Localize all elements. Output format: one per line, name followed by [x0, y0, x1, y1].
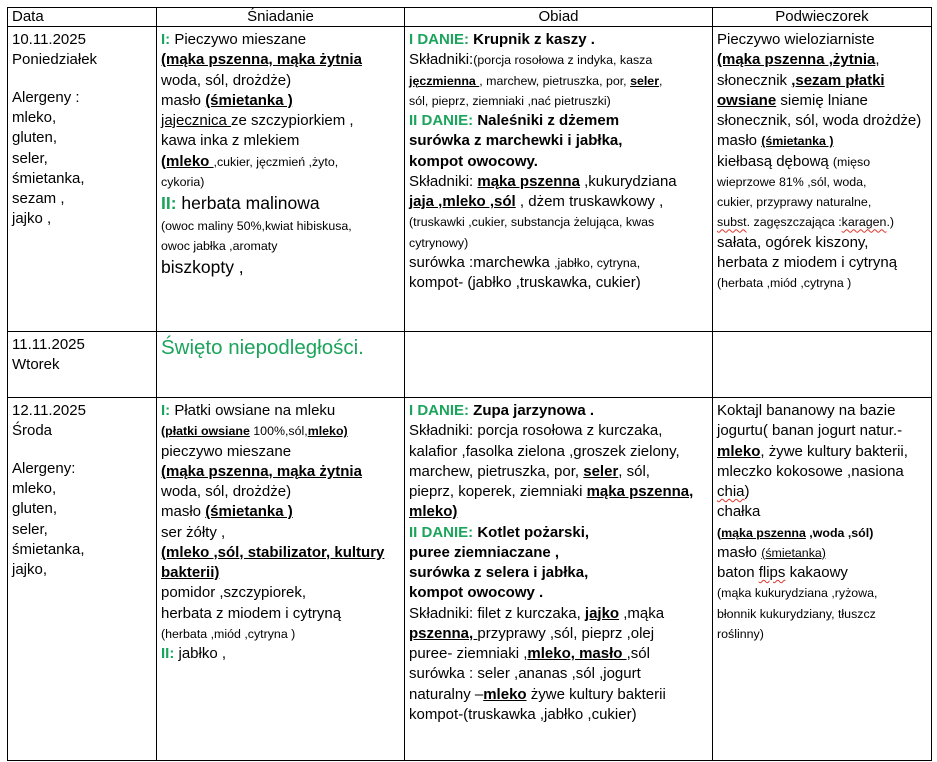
text-span: Pieczywo wieloziarniste — [717, 31, 875, 48]
text-span: słonecznik — [717, 71, 792, 89]
text-span: II: — [161, 193, 177, 213]
text-span: karagen — [841, 215, 887, 230]
text-span: Wtorek — [12, 356, 60, 374]
text-span: bakterii) — [161, 564, 220, 581]
text-line — [12, 459, 151, 479]
text-span: Krupnik z kaszy . — [469, 31, 595, 48]
text-span: masło — [717, 543, 762, 561]
text-span: przyprawy ,sól, pieprz ,olej — [477, 624, 655, 642]
cell-sniadanie — [157, 332, 405, 398]
text-span: mleko, masło — [527, 645, 627, 662]
text-span: pieprz, koperek, ziemniaki — [409, 483, 587, 500]
text-span: pieczywo mieszane — [161, 442, 292, 460]
text-span: jajko, — [12, 561, 48, 578]
text-line — [12, 169, 151, 189]
text-line — [717, 604, 926, 624]
text-span: seler — [583, 462, 619, 480]
text-span: mleko — [483, 685, 527, 703]
text-span: (śmietanka) — [761, 545, 826, 560]
text-span: biszkopty , — [161, 257, 244, 278]
text-span: I DANIE: — [409, 31, 469, 48]
text-span: pomidor ,szczypiorek, — [161, 584, 307, 602]
text-span: (mięso — [832, 154, 871, 169]
text-span: kompot-(truskawka ,jabłko ,cukier) — [409, 705, 637, 723]
text-span: ,kukurydziana — [579, 172, 677, 190]
text-line — [717, 152, 926, 172]
text-span: (mleko ,sól, stabilizator, kultury — [161, 543, 385, 561]
text-span: subst — [717, 215, 747, 230]
text-line — [717, 421, 926, 441]
text-line — [12, 108, 151, 128]
text-span: słonecznik, sól, woda drożdże) — [717, 112, 922, 129]
text-line — [409, 401, 707, 421]
text-line — [161, 401, 399, 421]
text-span: (mąka pszenna, mąka żytnia — [161, 51, 362, 69]
text-span: II: — [161, 645, 175, 662]
text-span: Pieczywo mieszane — [170, 31, 307, 48]
text-span: 11.11.2025 — [12, 336, 85, 353]
text-span: owoc jabłka ,aromaty — [161, 238, 278, 253]
text-span: ,sezam płatki — [791, 71, 885, 89]
text-span: sałata, ogórek kiszony, — [717, 233, 869, 251]
text-line — [717, 482, 926, 502]
text-span: mąka pszenna — [721, 525, 806, 540]
text-line — [409, 91, 707, 111]
text-span: (owoc maliny 50%,kwiat hibiskusa, — [161, 218, 352, 233]
text-span: cytrynowy) — [409, 235, 469, 250]
text-span: cykoria) — [161, 174, 205, 189]
text-line — [409, 563, 707, 583]
text-span: masło — [717, 132, 762, 150]
text-line — [409, 212, 707, 232]
text-span: ( — [161, 424, 166, 439]
text-span: gluten, — [12, 500, 58, 518]
text-span: chia — [717, 483, 745, 500]
menu-table — [7, 7, 932, 761]
text-span: 12.11.2025 — [12, 402, 86, 419]
cell-obiad — [405, 27, 713, 332]
text-line — [161, 111, 399, 131]
table-body — [8, 27, 932, 761]
text-span: Koktajl bananowy na bazie — [717, 402, 896, 419]
text-span: Alergeny: — [12, 459, 76, 477]
text-span: masło — [161, 91, 206, 109]
text-span: roślinny) — [717, 626, 764, 641]
text-span: flips — [758, 564, 786, 581]
text-span: Alergeny : — [12, 88, 80, 106]
text-line — [717, 523, 926, 543]
text-span: mleko) — [307, 424, 348, 439]
text-span: sezam , — [12, 190, 65, 207]
text-line — [161, 421, 399, 441]
text-span: naturalny – — [409, 685, 484, 703]
text-span: . zagęszczająca : — [746, 215, 842, 230]
cell-obiad — [405, 332, 713, 398]
column-header-podwieczorek: Podwieczorek — [713, 8, 932, 27]
text-line — [409, 604, 707, 624]
text-span: ( — [717, 525, 722, 540]
cell-data — [8, 27, 157, 332]
text-span: , sól, — [618, 462, 650, 480]
text-span: puree ziemniaczane , — [409, 543, 560, 561]
text-line — [12, 149, 151, 169]
text-line — [717, 462, 926, 482]
text-line — [409, 192, 707, 212]
text-span: pszenna, — [409, 624, 478, 642]
text-span: wieprzowe 81% ,sól, woda, — [717, 174, 867, 189]
text-line — [161, 502, 399, 522]
text-line — [717, 131, 926, 151]
text-span: seler, — [12, 520, 48, 538]
text-line — [161, 30, 399, 50]
text-line — [161, 256, 399, 280]
text-line — [161, 482, 399, 502]
text-line — [409, 705, 707, 725]
text-span: mleko, — [12, 109, 57, 126]
text-line — [12, 88, 151, 108]
text-line — [161, 523, 399, 543]
text-span: , — [875, 51, 880, 69]
text-span: jabłko , — [174, 645, 227, 662]
text-span: jaja ,mleko ,sól — [409, 193, 516, 210]
text-span: kiełbasą dębową — [717, 152, 833, 170]
text-span: Święto niepodległości. — [161, 336, 364, 359]
text-span: I: — [161, 402, 171, 419]
text-line — [409, 131, 707, 151]
text-span: 10.11.2025 — [12, 31, 86, 48]
text-line — [717, 50, 926, 70]
text-line — [12, 520, 151, 540]
text-line — [409, 172, 707, 192]
text-span: ) — [744, 483, 750, 500]
text-line — [12, 442, 151, 459]
text-span: surówka :marchewka — [409, 253, 555, 271]
text-line — [12, 71, 151, 88]
text-span: śmietanka, — [12, 169, 85, 187]
text-span: kalafior ,fasolka zielona ,groszek zielony, — [409, 442, 680, 460]
text-span: I: — [161, 31, 171, 48]
text-span: cukier, przyprawy naturalne, — [717, 195, 872, 209]
text-line — [161, 71, 399, 91]
text-span: chałka — [717, 503, 761, 521]
text-line — [12, 421, 151, 441]
text-span: mleczko kokosowe ,nasiona — [717, 462, 904, 480]
table-row — [8, 332, 932, 398]
text-span: żywe kultury bakterii — [526, 685, 666, 703]
text-line — [717, 212, 926, 232]
text-span: Poniedziałek — [12, 51, 98, 69]
text-line — [717, 502, 926, 522]
text-span: , żywe kultury bakterii, — [760, 442, 908, 460]
text-line — [717, 543, 926, 563]
text-line — [717, 624, 926, 644]
text-span: mleko, — [12, 480, 57, 497]
text-line — [12, 30, 151, 50]
text-line — [717, 192, 926, 212]
text-span: , marchew, pietruszka, por, — [479, 73, 631, 88]
text-line — [717, 172, 926, 192]
text-line — [717, 563, 926, 583]
text-span: herbata z miodem i cytryną — [717, 253, 898, 271]
text-span: jajko , — [12, 210, 52, 228]
cell-podwieczorek — [713, 27, 932, 332]
text-span: (porcja rosołowa z indyka, kasza — [473, 53, 653, 68]
text-span: (mleko — [161, 152, 214, 170]
text-line — [717, 30, 926, 50]
text-span: II DANIE: — [409, 523, 474, 541]
text-line — [409, 523, 707, 543]
text-line — [717, 91, 926, 111]
text-span: (śmietanka ) — [205, 91, 293, 109]
text-line — [409, 624, 707, 644]
text-span: mleko) — [409, 503, 458, 521]
text-span: , dżem truskawkowy , — [515, 193, 664, 210]
text-span: surówka : seler ,ananas ,sól ,jogurt — [409, 665, 641, 683]
text-span: ze szczypiorkiem , — [231, 112, 354, 129]
text-line — [161, 50, 399, 70]
cell-sniadanie — [157, 398, 405, 761]
text-span: (śmietanka ) — [205, 503, 293, 521]
text-span: mleko — [717, 442, 761, 460]
text-line — [409, 482, 707, 502]
text-line — [409, 50, 707, 70]
text-span: Kotlet pożarski, — [473, 523, 590, 541]
text-line — [409, 273, 707, 293]
text-span: baton — [717, 564, 759, 581]
text-line — [12, 499, 151, 519]
text-span: (mąka kukurydziana ,ryżowa, — [717, 586, 878, 601]
text-line — [12, 189, 151, 209]
text-line — [161, 91, 399, 111]
text-span: kompot- (jabłko ,truskawka, cukier) — [409, 274, 641, 291]
text-line — [717, 253, 926, 273]
text-line — [161, 192, 399, 216]
cell-data — [8, 332, 157, 398]
text-span: Składniki: — [409, 172, 478, 190]
cell-sniadanie — [157, 27, 405, 332]
text-line — [717, 273, 926, 293]
text-line — [409, 543, 707, 563]
text-span: błonnik kukurydziany, tłuszcz — [717, 606, 876, 621]
text-line — [161, 624, 399, 644]
text-line — [409, 644, 707, 664]
text-line — [161, 131, 399, 151]
cell-podwieczorek — [713, 332, 932, 398]
text-line — [161, 172, 399, 192]
text-span: surówka z selera i jabłka, — [409, 564, 589, 581]
text-span: jajko — [584, 604, 620, 622]
text-line — [12, 335, 151, 355]
text-span: seler — [630, 73, 660, 88]
text-line — [409, 664, 707, 684]
text-span: Składniki: — [409, 51, 474, 69]
text-line — [717, 111, 926, 131]
text-span: płatki owsiane — [165, 424, 250, 439]
text-span: I DANIE: — [409, 402, 469, 419]
text-span: Środa — [12, 422, 53, 440]
text-span: ,sól — [626, 645, 650, 662]
text-span: woda, sól, drożdże) — [161, 483, 292, 500]
text-span: jogurtu( banan jogurt natur.- — [717, 422, 903, 440]
text-span: surówka z marchewki i jabłka, — [409, 132, 623, 150]
text-span: Płatki owsiane na mleku — [170, 402, 336, 419]
text-line — [161, 644, 399, 664]
text-span: marchew, pietruszka, por, — [409, 462, 584, 480]
text-line — [161, 216, 399, 236]
text-span: kompot owocowy . — [409, 584, 544, 602]
text-line — [409, 253, 707, 273]
text-line — [12, 355, 151, 375]
text-line — [161, 563, 399, 583]
text-line — [717, 71, 926, 91]
text-line — [409, 442, 707, 462]
text-span: (herbata ,miód ,cytryna ) — [161, 626, 296, 641]
text-span: siemię lniane — [776, 91, 868, 109]
text-line — [161, 335, 399, 362]
text-span: mąka pszenna, — [586, 483, 694, 500]
cell-podwieczorek — [713, 398, 932, 761]
text-line — [409, 152, 707, 172]
text-span: śmietanka, — [12, 540, 85, 558]
text-line — [161, 604, 399, 624]
column-header-obiad: Obiad — [405, 8, 713, 27]
text-span: kakaowy — [785, 564, 848, 581]
text-line — [717, 233, 926, 253]
text-line — [12, 50, 151, 70]
text-line — [409, 421, 707, 441]
text-line — [409, 111, 707, 131]
table-row — [8, 398, 932, 761]
text-line — [161, 583, 399, 603]
text-span: ,cukier, jęczmień ,żyto, — [213, 154, 339, 169]
text-line — [161, 543, 399, 563]
text-line — [409, 462, 707, 482]
text-span: owsiane — [717, 91, 777, 109]
text-span: Składniki: porcja rosołowa z kurczaka, — [409, 422, 663, 440]
text-line — [161, 236, 399, 256]
text-span: ser żółty , — [161, 523, 226, 541]
text-span: Składniki: filet z kurczaka, — [409, 604, 585, 622]
text-span: (mąka pszenna ,żytnia — [717, 51, 876, 69]
text-line — [409, 685, 707, 705]
text-span: mąka pszenna — [477, 172, 580, 190]
text-span: 100%,sól, — [249, 424, 308, 439]
text-span: ,woda ,sól) — [805, 525, 874, 540]
text-span: II DANIE: — [409, 112, 474, 129]
text-line — [161, 462, 399, 482]
text-span: (śmietanka ) — [761, 134, 834, 149]
text-span: jęczmienna — [409, 73, 480, 88]
text-line — [409, 583, 707, 603]
text-line — [12, 128, 151, 148]
text-span: (truskawki ,cukier, substancja żelująca, kwas — [409, 215, 655, 230]
text-line — [409, 233, 707, 253]
column-header-data: Data — [8, 8, 157, 27]
text-span: woda, sól, drożdże) — [161, 71, 292, 89]
text-line — [717, 583, 926, 603]
text-span: (mąka pszenna, mąka żytnia — [161, 462, 362, 480]
header-row — [8, 8, 932, 27]
text-span: kawa inka z mlekiem — [161, 132, 300, 150]
text-span: ,jabłko, cytryna, — [554, 255, 641, 270]
text-span: seler, — [12, 149, 48, 167]
text-span: , — [659, 73, 663, 88]
table-row — [8, 27, 932, 332]
text-line — [717, 401, 926, 421]
text-line — [161, 152, 399, 172]
text-line — [12, 209, 151, 229]
text-line — [12, 479, 151, 499]
text-span: jajecznica — [161, 112, 232, 129]
text-span: masło — [161, 503, 206, 521]
text-span: puree- ziemniaki , — [409, 645, 528, 662]
text-line — [12, 401, 151, 421]
text-span: gluten, — [12, 129, 58, 147]
text-span: ,mąka — [619, 604, 665, 622]
text-span: .) — [886, 215, 895, 230]
text-span: Naleśniki z dżemem — [473, 112, 620, 129]
text-span: herbata malinowa — [176, 193, 320, 213]
cell-data — [8, 398, 157, 761]
text-span: kompot owocowy. — [409, 152, 538, 170]
text-line — [409, 502, 707, 522]
text-span: Zupa jarzynowa . — [469, 402, 595, 419]
text-line — [12, 540, 151, 560]
text-span: sól, pieprz, ziemniaki ,nać pietruszki) — [409, 93, 611, 108]
table-header — [8, 8, 932, 27]
text-line — [717, 442, 926, 462]
text-line — [409, 71, 707, 91]
text-line — [161, 442, 399, 462]
text-span: (herbata ,miód ,cytryna ) — [717, 276, 852, 290]
text-line — [409, 30, 707, 50]
cell-obiad — [405, 398, 713, 761]
text-line — [12, 560, 151, 580]
column-header-sniadanie: Śniadanie — [157, 8, 405, 27]
text-span: herbata z miodem i cytryną — [161, 604, 342, 622]
